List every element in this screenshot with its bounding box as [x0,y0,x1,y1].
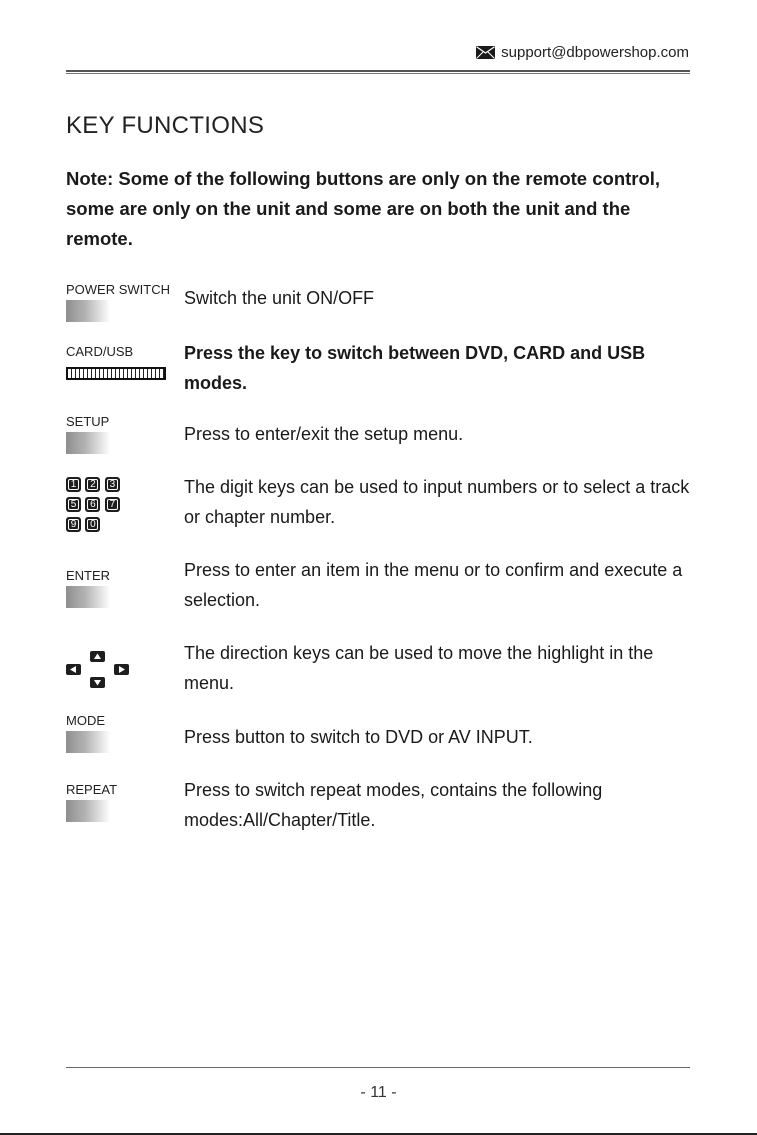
arrow-right-icon [114,664,129,675]
enter-label: ENTER [66,568,111,583]
repeat-button [66,800,110,822]
digit-key: 5 [66,497,81,512]
power-switch-label: POWER SWITCH [66,282,170,297]
setup-label: SETUP [66,414,110,429]
enter-description: Press to enter an item in the menu or to confirm and execute a selection. [184,560,683,610]
digit-keys-description: The digit keys can be used to input numbers or to select a track or chapter number. [184,477,690,527]
arrow-down-icon [90,677,105,688]
arrow-up-icon [90,651,105,662]
digit-key: 1 [66,477,81,492]
digit-key: 7 [105,497,120,512]
digit-key: 0 [85,517,100,532]
digit-key: 9 [66,517,81,532]
setup-button [66,432,110,454]
card-usb-description: Press the key to switch between DVD, CARD and USB modes. [184,343,646,393]
mode-description: Press button to switch to DVD or AV INPUT. [184,727,533,747]
mode-label: MODE [66,713,105,728]
mode-button [66,731,110,753]
power-switch-button [66,300,110,322]
card-usb-slot-icon [66,367,166,380]
mail-icon [476,46,495,59]
digit-keys-icon [66,474,126,532]
footer-rule [66,1067,690,1068]
digit-key: 2 [85,477,100,492]
digit-key: 6 [85,497,100,512]
card-usb-label: CARD/USB [66,344,134,359]
power-switch-description: Switch the unit ON/OFF [184,288,375,308]
arrow-left-icon [66,664,81,675]
enter-button [66,586,110,608]
repeat-description: Press to switch repeat modes, contains the following modes:All/Chapter/Title. [184,780,603,830]
header-email [476,44,689,61]
support-email: support@dbpowershop.com [501,44,689,61]
page-title: KEY FUNCTIONS [66,112,265,139]
direction-keys-description: The direction keys can be used to move the highlight in the menu. [184,643,654,693]
setup-description: Press to enter/exit the setup menu. [184,424,464,444]
page-number: - 11 - [360,1084,397,1101]
header-rule [66,70,690,74]
repeat-label: REPEAT [66,782,118,797]
note-text: Note: Some of the following buttons are only on the remote control, some are only on the unit and some are on both the unit and the remote. [66,168,661,249]
digit-key: 3 [105,477,120,492]
